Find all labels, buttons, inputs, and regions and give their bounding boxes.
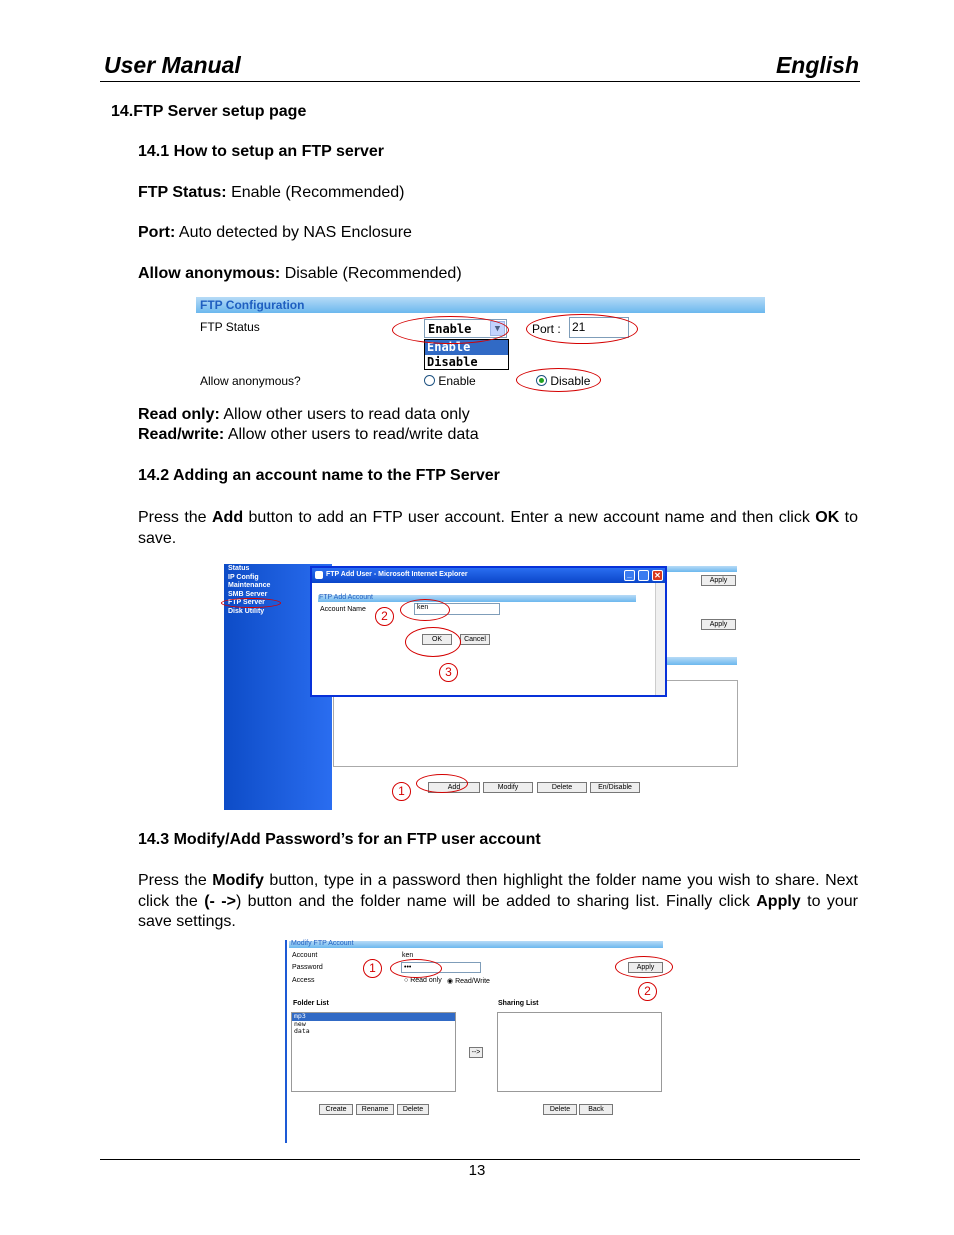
config-bar — [664, 566, 737, 572]
nav-item-status[interactable]: Status — [228, 565, 250, 572]
nav-item-disk-utility[interactable]: Disk Utility — [228, 607, 265, 615]
highlight-ring — [390, 959, 442, 978]
ftp-status-label: FTP Status — [200, 320, 260, 334]
ftp-config-figure — [196, 296, 766, 396]
dialog-panel-title: FTP Add Account — [319, 594, 373, 601]
callout-2: 2 — [638, 982, 657, 1001]
read-write-line: Read/write: Allow other users to read/write data — [138, 426, 479, 443]
nav-item-maintenance[interactable]: Maintenance — [228, 582, 271, 589]
radio-enable[interactable]: Enable — [424, 374, 476, 388]
ftp-status-line: FTP Status: Enable (Recommended) — [138, 184, 405, 201]
apply-button-1[interactable]: Apply — [701, 575, 736, 586]
maximize-icon[interactable] — [638, 570, 649, 581]
page-number: 13 — [468, 1162, 486, 1179]
dialog-scrollbar[interactable] — [655, 583, 665, 695]
dropdown-option-enable[interactable]: Enable — [425, 340, 508, 355]
read-only-line: Read only: Allow other users to read data only — [138, 406, 470, 423]
sharing-list-label: Sharing List — [498, 1000, 539, 1007]
anonymous-line: Allow anonymous: Disable (Recommended) — [138, 265, 462, 282]
port-input[interactable]: 21 — [569, 317, 629, 338]
account-value: ken — [402, 952, 414, 959]
subsection-14-2-text: Press the Add button to add an FTP user account. Enter a new account name and then click OK to save. — [138, 509, 859, 547]
callout-1: 1 — [392, 782, 411, 801]
ie-icon — [315, 571, 323, 579]
add-to-sharing-button[interactable]: --> — [469, 1047, 483, 1058]
add-button[interactable]: Add — [428, 782, 480, 793]
folder-list-box[interactable] — [291, 1012, 456, 1092]
en-disable-button[interactable]: En/Disable — [590, 782, 640, 793]
ftp-config-title: FTP Configuration — [200, 298, 305, 312]
footer-rule — [100, 1159, 860, 1160]
folder-item[interactable]: new — [294, 1019, 306, 1028]
callout-1: 1 — [363, 959, 382, 978]
subsection-14-3-title: 14.3 Modify/Add Password’s for an FTP user account — [138, 831, 541, 848]
port-label: Port : — [532, 322, 561, 336]
callout-3: 3 — [439, 663, 458, 682]
folder-list-label: Folder List — [293, 1000, 329, 1007]
back-button[interactable]: Back — [579, 1104, 613, 1115]
section-heading: 14.FTP Server setup page — [111, 103, 307, 120]
access-label: Access — [292, 977, 315, 984]
cancel-button[interactable]: Cancel — [460, 634, 490, 645]
highlight-ring — [615, 956, 673, 978]
highlight-ring — [516, 368, 601, 392]
dropdown-option-disable[interactable]: Disable — [427, 355, 478, 369]
highlight-ring — [392, 316, 509, 344]
radio-read-write[interactable]: ◉ Read/Write — [447, 978, 490, 985]
callout-2: 2 — [375, 607, 394, 626]
apply-button-2[interactable]: Apply — [701, 619, 736, 630]
header-language: English — [775, 52, 859, 78]
close-icon[interactable]: ✕ — [652, 570, 663, 581]
highlight-ring — [400, 599, 450, 621]
ftp-status-select[interactable]: Enable ▼ — [424, 319, 507, 338]
sharing-list-box[interactable] — [497, 1012, 662, 1092]
radio-empty-icon[interactable] — [424, 375, 435, 386]
apply-button[interactable]: Apply — [628, 962, 663, 973]
ftp-add-user-dialog — [310, 566, 667, 697]
modify-button[interactable]: Modify — [483, 782, 533, 793]
radio-read-only[interactable]: ○ Read only — [404, 977, 442, 984]
delete-button[interactable]: Delete — [537, 782, 587, 793]
ok-button[interactable]: OK — [422, 634, 452, 645]
nav-item-smb-server[interactable]: SMB Server — [228, 590, 268, 598]
port-line: Port: Auto detected by NAS Enclosure — [138, 224, 412, 241]
nav-item-ftp-server[interactable]: FTP Server — [228, 599, 265, 606]
account-label: Account — [292, 952, 318, 959]
ftp-add-user-figure — [224, 564, 739, 812]
radio-disable[interactable]: Disable — [536, 374, 590, 388]
nav-item-ip-config[interactable]: IP Config — [228, 573, 259, 581]
highlight-ring — [416, 774, 468, 793]
rename-button[interactable]: Rename — [356, 1104, 394, 1115]
anonymous-label: Allow anonymous? — [200, 374, 301, 388]
create-button[interactable]: Create — [319, 1104, 353, 1115]
header-rule — [100, 81, 860, 82]
minimize-icon[interactable]: _ — [624, 570, 635, 581]
delete-share-button[interactable]: Delete — [543, 1104, 577, 1115]
folder-item[interactable]: data — [294, 1027, 310, 1035]
password-input[interactable]: ••• — [401, 962, 481, 973]
folder-item[interactable]: mp3 — [292, 1013, 455, 1021]
chevron-down-icon[interactable]: ▼ — [490, 321, 505, 336]
modify-title: Modify FTP Account — [291, 940, 354, 947]
dialog-titlebar: FTP Add User - Microsoft Internet Explorer _ ✕ — [312, 568, 665, 583]
subsection-14-2-title: 14.2 Adding an account name to the FTP Server — [138, 467, 500, 484]
config-bar — [664, 657, 737, 665]
highlight-ring — [526, 314, 638, 344]
delete-folder-button[interactable]: Delete — [397, 1104, 429, 1115]
password-label: Password — [292, 964, 323, 971]
nav-menu — [228, 565, 270, 616]
header-title: User Manual — [104, 52, 241, 78]
modify-account-figure — [285, 940, 665, 1143]
account-name-label: Account Name — [320, 606, 366, 613]
subsection-14-1-title: 14.1 How to setup an FTP server — [138, 143, 385, 160]
highlight-ring — [405, 627, 461, 657]
subsection-14-3-text: Press the Modify button, type in a password then highlight the folder name you wish to share. Next click the (- ->) button and the folder name will be added to sharing list. Finally click Apply to your save settings. — [138, 872, 859, 930]
account-name-input[interactable]: ken — [414, 603, 500, 615]
highlight-ring — [221, 598, 281, 608]
